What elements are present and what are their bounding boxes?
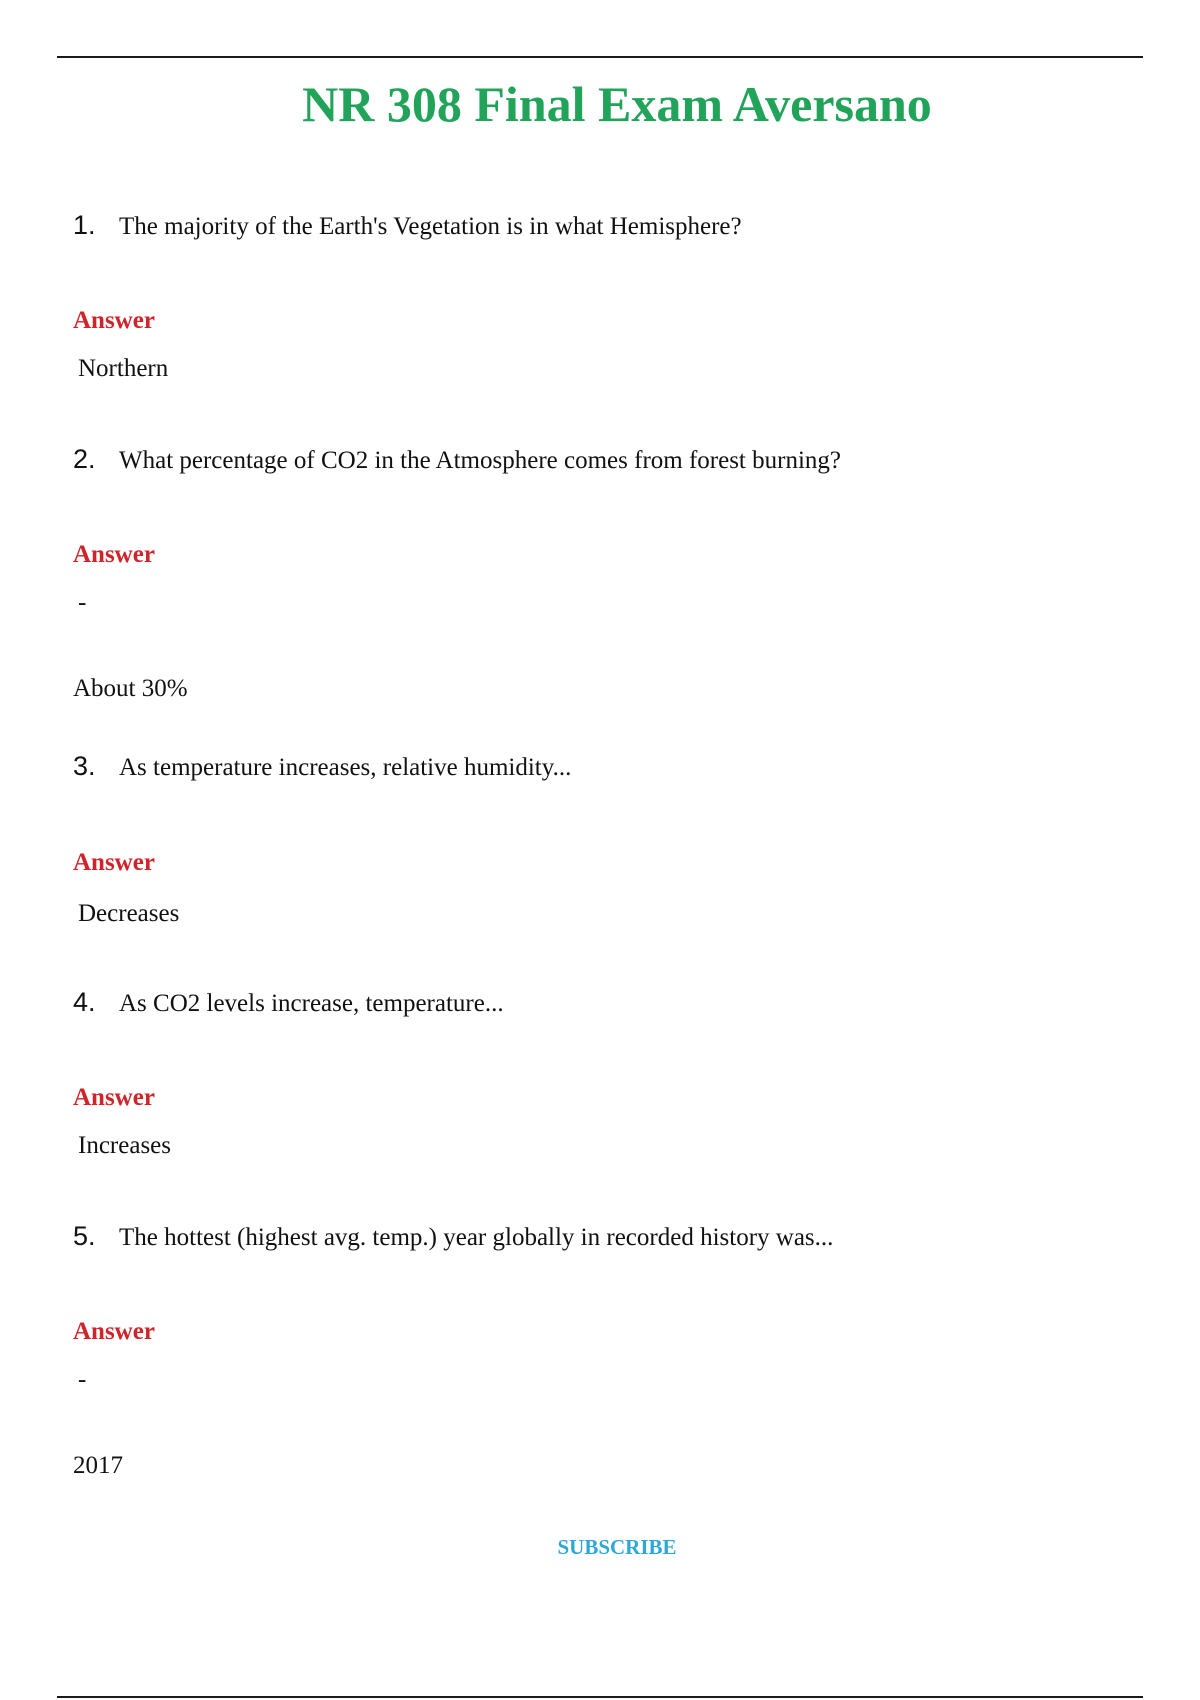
answer-dash: - [78,589,87,616]
answer-label: Answer [73,541,155,568]
bottom-rule [57,1696,1143,1698]
question-text: As temperature increases, relative humidity... [119,754,572,781]
answer-text: About 30% [73,675,188,702]
answer-label: Answer [73,1318,155,1345]
question-number: 1. [73,210,96,240]
answer-dash: - [78,1366,87,1393]
answer-label: Answer [73,849,155,876]
question-number: 5. [73,1221,96,1251]
question-text: The hottest (highest avg. temp.) year globally in recorded history was... [119,1224,834,1251]
question-text: The majority of the Earth's Vegetation is in what Hemisphere? [119,213,742,240]
answer-text: Increases [78,1132,171,1159]
question-number: 3. [73,751,96,781]
top-rule [57,56,1143,58]
subscribe-link[interactable]: SUBSCRIBE [557,1535,677,1559]
question-text: What percentage of CO2 in the Atmosphere comes from forest burning? [119,447,841,474]
question-text: As CO2 levels increase, temperature... [119,990,504,1017]
question-number: 4. [73,987,96,1017]
answer-text: Decreases [78,900,180,927]
answer-text: Northern [78,355,169,382]
document-title: NR 308 Final Exam Aversano [302,76,932,132]
answer-label: Answer [73,1084,155,1111]
answer-text: 2017 [73,1452,123,1479]
answer-label: Answer [73,307,155,334]
question-number: 2. [73,444,96,474]
